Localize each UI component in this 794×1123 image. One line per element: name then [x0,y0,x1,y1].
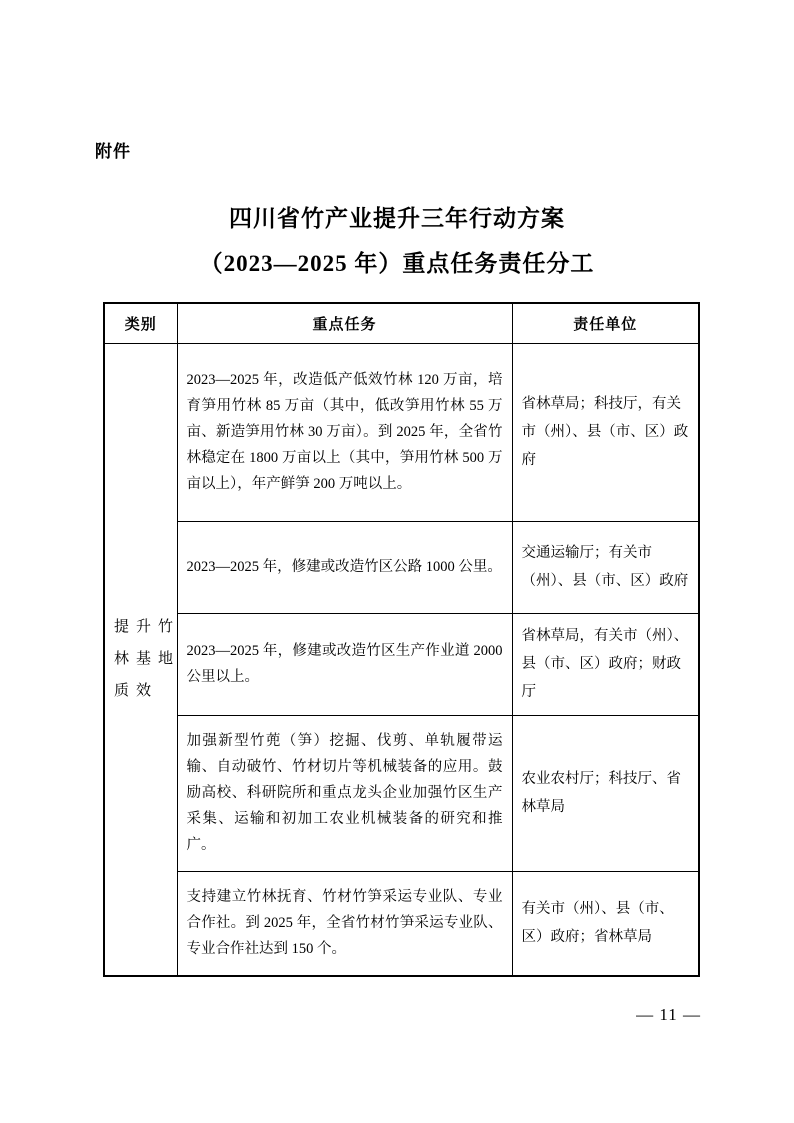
table-row [104,613,699,715]
table-row [104,521,699,613]
category-cell [104,343,181,976]
task-cell: 支持建立竹林抚育、竹材竹笋采运专业队、专业合作社。到 2025 年，全省竹材竹笋采运专业队、专业合作社达到 150 个。 [177,871,512,976]
unit-cell: 交通运输厅；有关市（州）、县（市、区）政府 [512,521,699,613]
unit-cell: 省林草局；科技厅，有关市（州）、县（市、区）政府 [512,343,699,521]
title-line-1: 四川省竹产业提升三年行动方案 [229,206,565,231]
unit-cell: 农业农村厅；科技厅、省林草局 [512,715,699,871]
task-cell: 加强新型竹蔸（笋）挖掘、伐剪、单轨履带运输、自动破竹、竹材切片等机械装备的应用。鼓励高校、科研院所和重点龙头企业加强竹区生产采集、运输和初加工农业机械装备的研究和推广。 [177,715,512,871]
task-cell: 2023—2025 年，改造低产低效竹林 120 万亩，培育笋用竹林 85 万亩（其中，低改笋用竹林 55 万亩、新造笋用竹林 30 万亩）。到 2025 年，全省竹林稳定在 1800 万亩以上（其中，笋用竹林 500 万亩以上），年产鲜笋 200 万吨以上。 [177,343,512,521]
table-row [104,343,699,521]
task-cell: 2023—2025 年，修建或改造竹区生产作业道 2000 公里以上。 [177,613,512,715]
header-key-tasks: 重点任务 [177,303,512,343]
document-title [0,196,794,286]
attachment-label: 附件 [95,142,131,161]
header-responsible-unit: 责任单位 [512,303,699,343]
title-line-2: （2023—2025 年）重点任务责任分工 [199,251,595,276]
table-header-row [104,303,699,343]
table-row [104,871,699,976]
header-category: 类别 [104,303,177,343]
category-label: 提升竹林基地质效 [114,619,181,700]
table-row [104,715,699,871]
unit-cell: 有关市（州）、县（市、区）政府；省林草局 [512,871,699,976]
unit-cell: 省林草局，有关市（州）、县（市、区）政府；财政厅 [512,613,699,715]
responsibility-table [103,302,700,977]
page-number: — 11 — [636,1005,701,1024]
task-cell: 2023—2025 年，修建或改造竹区公路 1000 公里。 [177,521,512,613]
